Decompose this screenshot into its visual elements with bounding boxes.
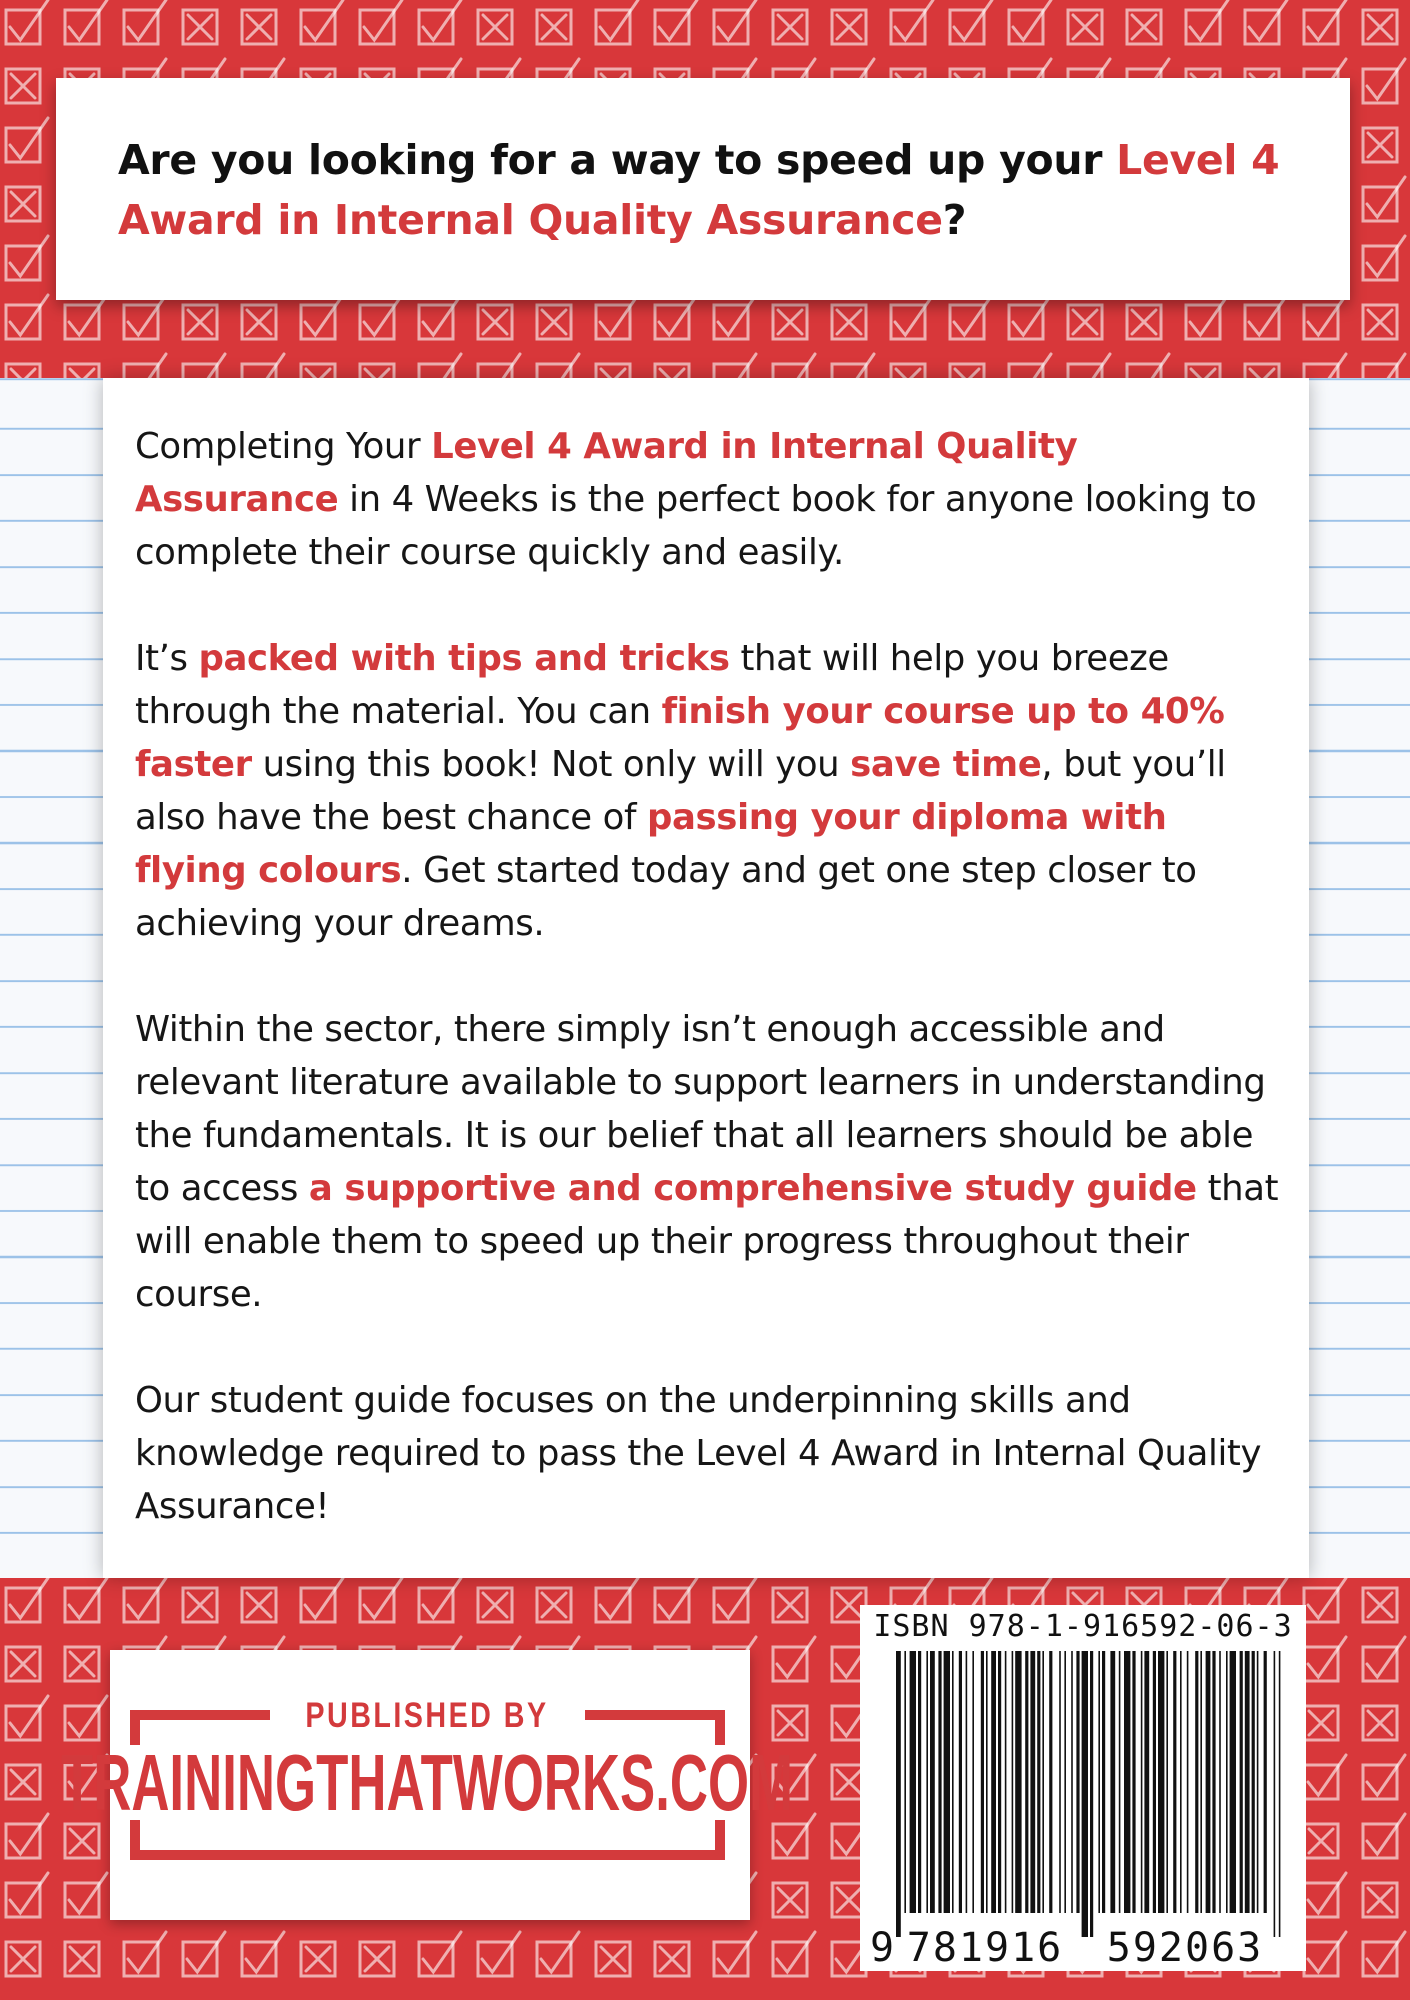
- publisher-logo-box: [60, 1650, 794, 1920]
- barcode-bar: [1110, 1651, 1115, 1913]
- checkbox-doodle: [242, 1932, 284, 1976]
- barcode-lead-digit: 9: [870, 1925, 895, 1971]
- barcode-bar: [1257, 1651, 1259, 1913]
- headline-question: [118, 130, 1290, 250]
- checkbox-doodle: [65, 1647, 99, 1681]
- checkbox-doodle: [714, 0, 756, 44]
- checkbox-doodle: [655, 1578, 697, 1622]
- checkbox-doodle: [1363, 305, 1397, 339]
- barcode-bar: [1042, 1651, 1044, 1913]
- barcode-bar: [1064, 1651, 1066, 1913]
- checkbox-doodle: [419, 1578, 461, 1622]
- barcode-bar: [986, 1651, 988, 1913]
- publisher-logo: [60, 1650, 794, 1920]
- checkbox-doodle: [6, 1814, 48, 1858]
- barcode-bar: [1187, 1651, 1189, 1913]
- checkbox-doodle: [773, 1932, 815, 1976]
- barcode-bar: [1049, 1651, 1052, 1913]
- checkbox-doodle: [537, 1588, 571, 1622]
- checkbox-doodle: [478, 10, 512, 44]
- highlight-passing: passing your diploma with flying colours: [135, 797, 1167, 891]
- barcode-bar: [1274, 1651, 1276, 1937]
- barcode-bar: [930, 1651, 935, 1913]
- barcode-bar: [1173, 1651, 1176, 1913]
- barcode-bar: [1098, 1651, 1100, 1913]
- text-run: that will enable them to speed up their progress throughout their course.: [135, 1168, 1279, 1315]
- barcode-bar: [1206, 1651, 1211, 1913]
- text-run: that will help you breeze through the material. You can: [135, 638, 1169, 732]
- checkbox-doodle: [596, 0, 638, 44]
- checkbox-doodle: [1304, 0, 1346, 44]
- checkbox-doodle: [1127, 305, 1161, 339]
- checkbox-doodle: [478, 1588, 512, 1622]
- barcode-bar: [1071, 1651, 1073, 1913]
- checkbox-doodle: [891, 295, 933, 339]
- barcode-bar: [1059, 1651, 1061, 1913]
- barcode-bar: [1153, 1651, 1156, 1913]
- isbn-number: ISBN 978-1-916592-06-3: [873, 1609, 1293, 1644]
- checkbox-doodle: [1363, 236, 1405, 280]
- barcode-bar: [1195, 1651, 1198, 1913]
- barcode-bar: [926, 1651, 928, 1913]
- checkbox-doodle: [301, 295, 343, 339]
- checkbox-doodle: [832, 10, 866, 44]
- checkbox-doodle: [6, 187, 40, 221]
- barcode-digits-left: 781916: [906, 1925, 1064, 1971]
- barcode-bar: [1076, 1651, 1079, 1913]
- text-run: Completing Your: [135, 426, 432, 467]
- checkbox-doodle: [1304, 1637, 1346, 1681]
- barcode-bar: [1037, 1651, 1040, 1913]
- barcode-bar: [1212, 1651, 1215, 1913]
- highlight-course-title: Level 4 Award in Internal Quality Assurance: [135, 426, 1078, 520]
- checkbox-doodle: [1363, 59, 1405, 103]
- checkbox-doodle: [242, 305, 276, 339]
- barcode-bar: [938, 1651, 941, 1913]
- checkbox-doodle: [124, 295, 166, 339]
- publisher-name: TRAININGTHATWORKS.COM: [60, 1739, 794, 1828]
- checkbox-doodle: [596, 1578, 638, 1622]
- checkbox-doodle: [773, 10, 807, 44]
- highlight-study-guide: a supportive and comprehensive study guide: [308, 1168, 1197, 1209]
- barcode-bar: [1200, 1651, 1202, 1913]
- barcode-bar: [1141, 1651, 1143, 1913]
- checkbox-doodle: [1363, 1637, 1405, 1681]
- highlight-faster: finish your course up to 40% faster: [135, 691, 1225, 785]
- checkbox-doodle: [596, 1942, 630, 1976]
- checkbox-doodle: [419, 1932, 461, 1976]
- highlight-tips: packed with tips and tricks: [198, 638, 730, 679]
- checkbox-doodle: [1304, 295, 1346, 339]
- checkbox-doodle: [1363, 1932, 1405, 1976]
- checkbox-doodle: [360, 1578, 402, 1622]
- checkbox-doodle: [1304, 1706, 1338, 1740]
- checkbox-doodle: [1363, 10, 1397, 44]
- checkbox-doodle: [478, 305, 512, 339]
- barcode-bars: [896, 1651, 1280, 1937]
- checkbox-doodle: [1363, 177, 1405, 221]
- barcode-digits-right: 592063: [1106, 1925, 1264, 1971]
- barcode-bar: [1090, 1651, 1093, 1937]
- barcode-image: [860, 1649, 1306, 1971]
- barcode-bar: [1166, 1651, 1168, 1913]
- checkbox-doodle: [6, 0, 48, 44]
- checkbox-doodle: [65, 1578, 107, 1622]
- text-run: . Get started today and get one step closer to achieving your dreams.: [135, 850, 1197, 944]
- checkbox-doodle: [537, 10, 571, 44]
- checkbox-doodle: [65, 0, 107, 44]
- checkbox-doodle: [655, 0, 697, 44]
- text-run: Within the sector, there simply isn’t enough accessible and relevant literature available to support learners in understanding the fundamentals. It is our belief that all learners should be able to access: [135, 1009, 1266, 1209]
- checkbox-doodle: [1068, 305, 1102, 339]
- checkbox-doodle: [1304, 1873, 1346, 1917]
- paragraph-intro: [135, 420, 1289, 579]
- checkbox-doodle: [65, 1696, 107, 1740]
- checkbox-doodle: [714, 295, 756, 339]
- checkbox-doodle: [773, 1883, 807, 1917]
- checkbox-doodle: [6, 295, 48, 339]
- barcode-bar: [910, 1651, 916, 1913]
- isbn-barcode: [860, 1605, 1306, 1971]
- checkbox-doodle: [124, 1578, 166, 1622]
- checkbox-doodle: [183, 10, 217, 44]
- checkbox-doodle: [1304, 1578, 1346, 1622]
- barcode-bar: [981, 1651, 984, 1913]
- paragraph-sector: [135, 1003, 1289, 1321]
- checkbox-doodle: [65, 1824, 99, 1858]
- barcode-bar: [1230, 1651, 1236, 1913]
- barcode-bar: [959, 1651, 962, 1913]
- barcode-bar: [952, 1651, 954, 1913]
- checkbox-doodle: [1186, 295, 1228, 339]
- text-run: using this book! Not only will you: [251, 744, 851, 785]
- highlight-save-time: save time: [850, 744, 1042, 785]
- checkbox-doodle: [478, 1932, 520, 1976]
- barcode-bar: [1025, 1651, 1028, 1913]
- barcode-bar: [1015, 1651, 1021, 1913]
- checkbox-doodle: [1245, 0, 1287, 44]
- headline-text-start: Are you looking for a way to speed up your: [118, 136, 1117, 184]
- checkbox-doodle: [301, 1578, 343, 1622]
- checkbox-doodle: [773, 1588, 807, 1622]
- checkbox-doodle: [6, 1873, 48, 1917]
- checkbox-doodle: [773, 1706, 807, 1740]
- checkbox-doodle: [419, 0, 461, 44]
- checkbox-doodle: [1363, 1814, 1405, 1858]
- barcode-bar: [1219, 1651, 1221, 1913]
- checkbox-doodle: [360, 1942, 394, 1976]
- barcode-bar: [1252, 1651, 1255, 1913]
- barcode-bar: [991, 1651, 996, 1913]
- checkbox-doodle: [183, 1932, 225, 1976]
- checkbox-doodle: [6, 1578, 48, 1622]
- checkbox-doodle: [537, 305, 571, 339]
- checkbox-doodle: [419, 295, 461, 339]
- checkbox-doodle: [124, 0, 166, 44]
- checkbox-doodle: [301, 1942, 335, 1976]
- checkbox-doodle: [1009, 295, 1051, 339]
- barcode-bar: [972, 1651, 974, 1913]
- checkbox-doodle: [242, 10, 276, 44]
- checkbox-doodle: [124, 1932, 166, 1976]
- checkbox-doodle: [6, 1765, 40, 1799]
- barcode-bar: [966, 1651, 968, 1913]
- checkbox-doodle: [950, 0, 992, 44]
- checkbox-doodle: [1363, 1706, 1397, 1740]
- checkbox-doodle: [6, 69, 40, 103]
- checkbox-doodle: [1245, 295, 1287, 339]
- checkbox-doodle: [301, 0, 343, 44]
- checkbox-doodle: [1363, 128, 1397, 162]
- text-run: , but you’ll also have the best chance of: [135, 744, 1226, 838]
- checkbox-doodle: [65, 1873, 107, 1917]
- barcode-bar: [1119, 1651, 1121, 1913]
- checkbox-doodle: [832, 305, 866, 339]
- checkbox-doodle: [537, 1932, 579, 1976]
- checkbox-doodle: [1363, 1588, 1397, 1622]
- checkbox-doodle: [950, 295, 992, 339]
- barcode-bar: [904, 1651, 906, 1913]
- checkbox-doodle: [1186, 0, 1228, 44]
- barcode-bar: [1082, 1651, 1088, 1937]
- barcode-bar: [1030, 1651, 1035, 1913]
- checkbox-doodle: [1363, 1755, 1405, 1799]
- checkbox-doodle: [6, 1696, 48, 1740]
- checkbox-doodle: [1127, 10, 1161, 44]
- barcode-bar: [1102, 1651, 1105, 1913]
- barcode-bar: [1124, 1651, 1130, 1913]
- barcode-bar: [1158, 1651, 1164, 1913]
- barcode-bar: [896, 1651, 901, 1937]
- description-card: [103, 378, 1309, 1578]
- checkbox-doodle: [6, 1647, 40, 1681]
- checkbox-doodle: [65, 1942, 99, 1976]
- barcode-bar: [1245, 1651, 1250, 1913]
- headline-card: [56, 78, 1350, 300]
- checkbox-doodle: [1304, 1932, 1346, 1976]
- checkbox-doodle: [242, 1588, 276, 1622]
- barcode-bar: [1264, 1651, 1267, 1913]
- checkbox-doodle: [1068, 10, 1102, 44]
- checkbox-doodle: [360, 0, 402, 44]
- barcode-bar: [918, 1651, 921, 1913]
- checkbox-doodle: [773, 1637, 815, 1681]
- barcode-bar: [1012, 1651, 1014, 1913]
- checkbox-doodle: [1363, 1883, 1397, 1917]
- headline-highlight: Level 4 Award in Internal Quality Assurance: [118, 136, 1280, 244]
- checkbox-doodle: [773, 305, 807, 339]
- checkbox-doodle: [655, 1942, 689, 1976]
- checkbox-doodle: [6, 236, 48, 280]
- headline-text-end: ?: [942, 196, 967, 244]
- checkbox-doodle: [714, 1932, 756, 1976]
- barcode-bar: [944, 1651, 950, 1913]
- barcode-bar: [1226, 1651, 1228, 1913]
- paragraph-benefits: [135, 632, 1289, 950]
- checkbox-doodle: [891, 0, 933, 44]
- checkbox-doodle: [1304, 1824, 1338, 1858]
- barcode-bar: [1240, 1651, 1243, 1913]
- checkbox-doodle: [65, 295, 107, 339]
- checkbox-doodle: [655, 295, 697, 339]
- text-run: It’s: [135, 638, 199, 679]
- checkbox-doodle: [360, 295, 402, 339]
- text-run: in 4 Weeks is the perfect book for anyone looking to complete their course quickly and easily.: [135, 479, 1257, 573]
- checkbox-doodle: [183, 305, 217, 339]
- checkbox-doodle: [714, 1578, 756, 1622]
- checkbox-doodle: [1304, 1755, 1346, 1799]
- checkbox-doodle: [6, 118, 48, 162]
- barcode-bar: [1279, 1651, 1281, 1937]
- checkbox-doodle: [1009, 0, 1051, 44]
- barcode-bar: [1180, 1651, 1182, 1913]
- text-run: Our student guide focuses on the underpinning skills and knowledge required to pass the Level 4 Award in Internal Quality Assurance!: [135, 1380, 1262, 1527]
- barcode-bar: [1005, 1651, 1007, 1913]
- paragraph-focus: [135, 1374, 1289, 1533]
- barcode-bar: [1144, 1651, 1149, 1913]
- checkbox-doodle: [183, 1588, 217, 1622]
- barcode-bar: [1132, 1651, 1135, 1913]
- checkbox-doodle: [6, 1942, 40, 1976]
- checkbox-doodle: [596, 295, 638, 339]
- published-by-label: PUBLISHED BY: [305, 1695, 549, 1735]
- barcode-bar: [998, 1651, 1001, 1913]
